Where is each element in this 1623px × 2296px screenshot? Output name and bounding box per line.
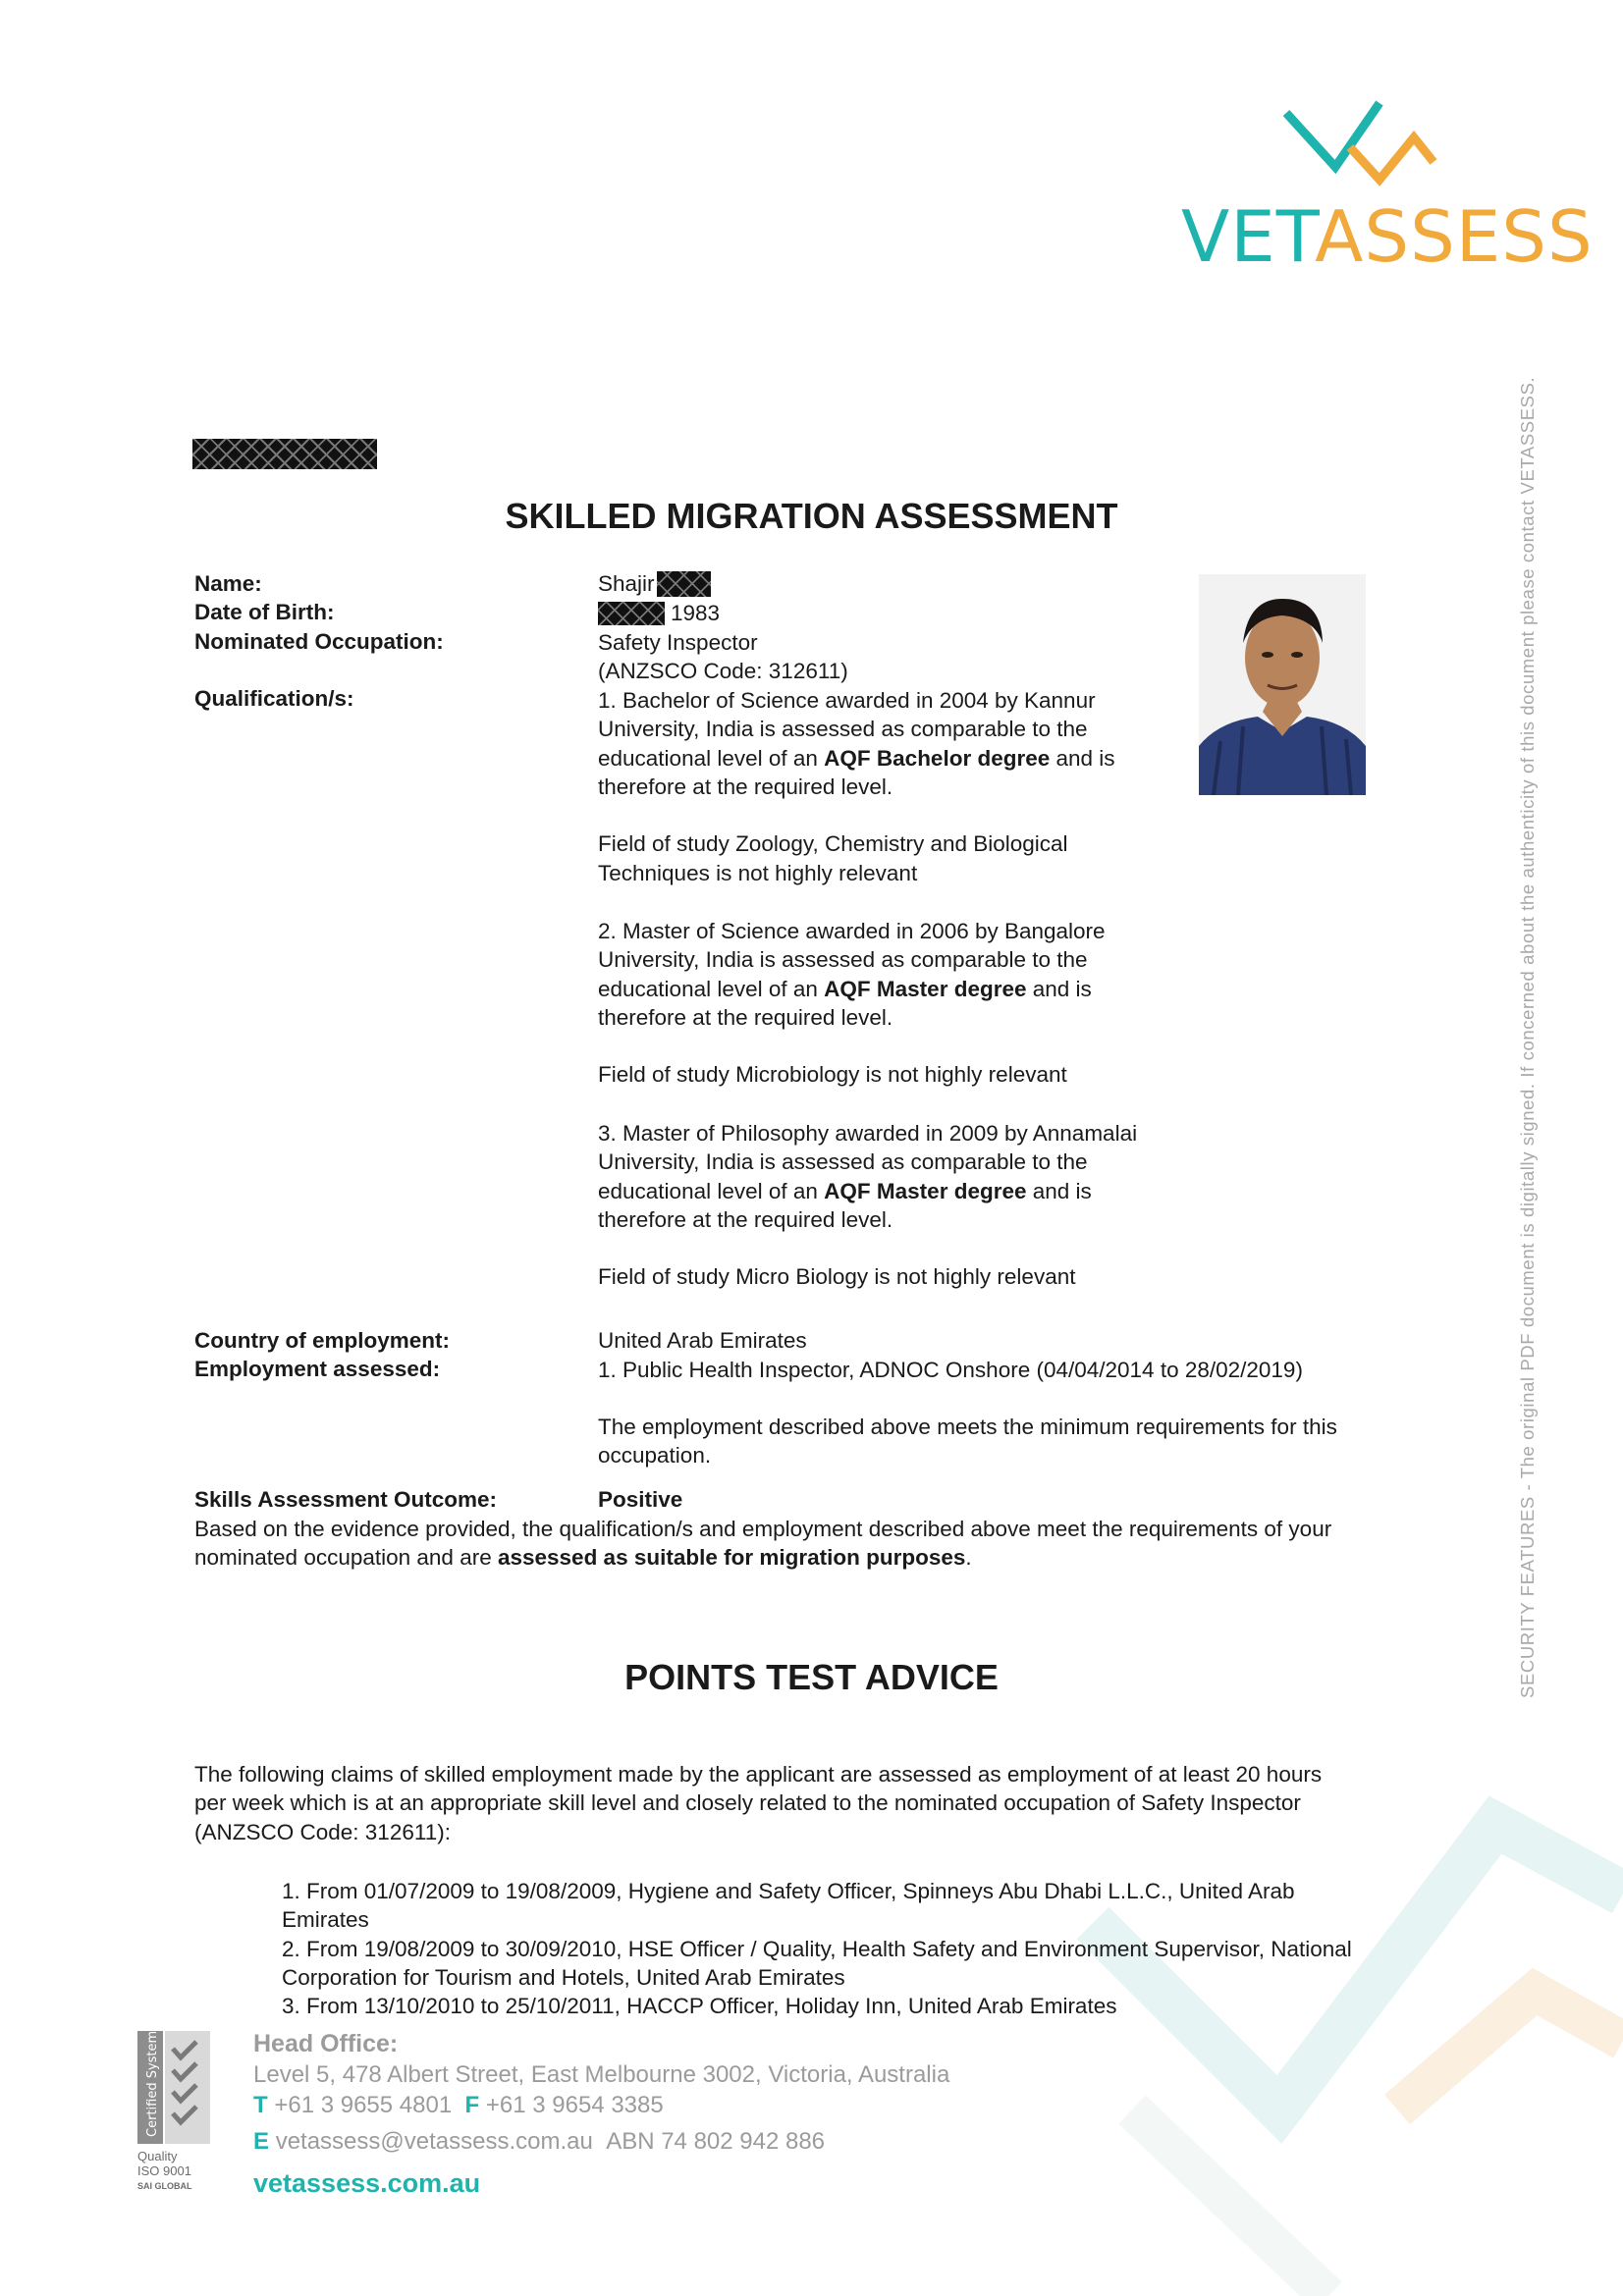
qualification-line: University, India is assessed as comparable to the — [598, 717, 1088, 742]
value-anzsco: (ANZSCO Code: 312611) — [598, 659, 848, 683]
employment-note — [598, 1413, 1337, 1470]
redacted-reference — [192, 439, 377, 469]
outcome-statement — [194, 1515, 1331, 1573]
vetassess-logo — [1173, 93, 1594, 280]
footer-address: Level 5, 478 Albert Street, East Melbourne 3002, Victoria, Australia — [253, 2061, 950, 2088]
field-of-study-line: Field of study Micro Biology is not highly relevant — [598, 1264, 1076, 1290]
label-qualifications: Qualification/s: — [194, 686, 354, 711]
cert-quality: Quality — [137, 2149, 178, 2163]
label-country: Country of employment: — [194, 1328, 451, 1353]
redacted-surname — [657, 571, 711, 597]
logo-wordmark: VETASSESS — [1181, 195, 1594, 278]
footer-phone-fax: T +61 3 9655 4801 F +61 3 9654 3385 — [253, 2092, 664, 2118]
qualification-line: educational level of an AQF Bachelor degree and is — [598, 745, 1115, 771]
footer-email[interactable]: vetassess@vetassess.com.au — [275, 2128, 593, 2155]
field-of-study-line: Techniques is not highly relevant — [598, 860, 918, 885]
value-employment: 1. Public Health Inspector, ADNOC Onshore (04/04/2014 to 28/02/2019) — [598, 1358, 1303, 1382]
points-list-item: 3. From 13/10/2010 to 25/10/2011, HACCP Officer, Holiday Inn, United Arab Emirates — [282, 1994, 1117, 2019]
label-name: Name: — [194, 571, 262, 596]
cert-iso: ISO 9001 — [137, 2163, 191, 2178]
outcome-line: Based on the evidence provided, the qualification/s and employment described above meet the requirements of your — [194, 1517, 1332, 1541]
cert-org: SAI GLOBAL — [137, 2181, 192, 2191]
label-occupation: Nominated Occupation: — [194, 629, 444, 654]
employment-note-line: The employment described above meets the minimum requirements for this — [598, 1415, 1337, 1439]
qualification-line: 1. Bachelor of Science awarded in 2004 by Kannur — [598, 688, 1096, 713]
logo-chevron-icon — [1173, 93, 1546, 201]
field-of-study-line: Field of study Microbiology is not highly relevant — [598, 1062, 1067, 1088]
qualification-line: educational level of an AQF Master degree and is — [598, 1178, 1092, 1203]
footer-website[interactable]: vetassess.com.au — [253, 2168, 481, 2198]
redacted-birth-date — [598, 602, 665, 625]
points-list — [282, 1877, 1352, 2020]
field-of-study-line: Field of study Zoology, Chemistry and Biological — [598, 831, 1068, 857]
qualification-line: 3. Master of Philosophy awarded in 2009 by Annamalai — [598, 1121, 1138, 1146]
value-occupation: Safety Inspector — [598, 630, 758, 655]
applicant-name: Shajir — [598, 571, 655, 596]
certified-check-icon — [137, 2031, 210, 2144]
qualification-line: educational level of an AQF Master degree and is — [598, 976, 1092, 1001]
dob-year: 1983 — [671, 601, 721, 625]
points-intro — [194, 1760, 1322, 1846]
value-dob — [598, 599, 720, 627]
points-list-item-cont: Corporation for Tourism and Hotels, United Arab Emirates — [282, 1964, 845, 1990]
qualification-2 — [598, 917, 1106, 1090]
footer-email-abn: E vetassess@vetassess.com.au ABN 74 802 942 886 — [253, 2128, 826, 2155]
label-dob: Date of Birth: — [194, 600, 335, 624]
qualification-line: therefore at the required level. — [598, 1004, 893, 1030]
security-features-notice: SECURITY FEATURES - The original PDF document is digitally signed. If concerned about the authenticity of this document please contact VETASSESS. — [1517, 376, 1538, 1698]
points-list-item-cont: Emirates — [282, 1907, 369, 1933]
qualification-3 — [598, 1119, 1137, 1292]
employment-note-line: occupation. — [598, 1443, 712, 1468]
applicant-photo — [1199, 574, 1366, 795]
label-employment: Employment assessed: — [194, 1357, 441, 1381]
points-list-item: 2. From 19/08/2009 to 30/09/2010, HSE Officer / Quality, Health Safety and Environment Supervisor, National — [282, 1936, 1352, 1961]
points-intro-line: (ANZSCO Code: 312611): — [194, 1819, 451, 1844]
points-intro-line: per week which is at an appropriate skill level and closely related to the nominated occupation of Safety Inspector — [194, 1790, 1301, 1816]
qualification-line: therefore at the required level. — [598, 774, 893, 799]
outcome-line: nominated occupation and are assessed as suitable for migration purposes. — [194, 1545, 972, 1571]
points-test-title: POINTS TEST ADVICE — [624, 1657, 999, 1697]
value-country: United Arab Emirates — [598, 1328, 807, 1353]
cert-system-text: Certified System — [145, 2031, 160, 2137]
qualification-1 — [598, 686, 1115, 887]
footer-head-office: Head Office: — [253, 2030, 399, 2057]
qualification-line: University, India is assessed as comparable to the — [598, 947, 1088, 973]
page-title: SKILLED MIGRATION ASSESSMENT — [505, 496, 1118, 536]
qualification-line: therefore at the required level. — [598, 1206, 893, 1232]
points-intro-line: The following claims of skilled employment made by the applicant are assessed as employment of at least 20 hours — [194, 1762, 1323, 1787]
qualification-line: 2. Master of Science awarded in 2006 by Bangalore — [598, 919, 1106, 943]
qualification-line: University, India is assessed as comparable to the — [598, 1149, 1088, 1175]
label-outcome: Skills Assessment Outcome: — [194, 1487, 498, 1512]
background-chevron-watermark — [1073, 1786, 1623, 2296]
value-name — [598, 569, 711, 598]
points-list-item: 1. From 01/07/2009 to 19/08/2009, Hygiene and Safety Officer, Spinneys Abu Dhabi L.L.C., United Arab — [282, 1879, 1295, 1903]
iso-certification-badge — [137, 2031, 210, 2198]
value-outcome: Positive — [598, 1487, 683, 1512]
